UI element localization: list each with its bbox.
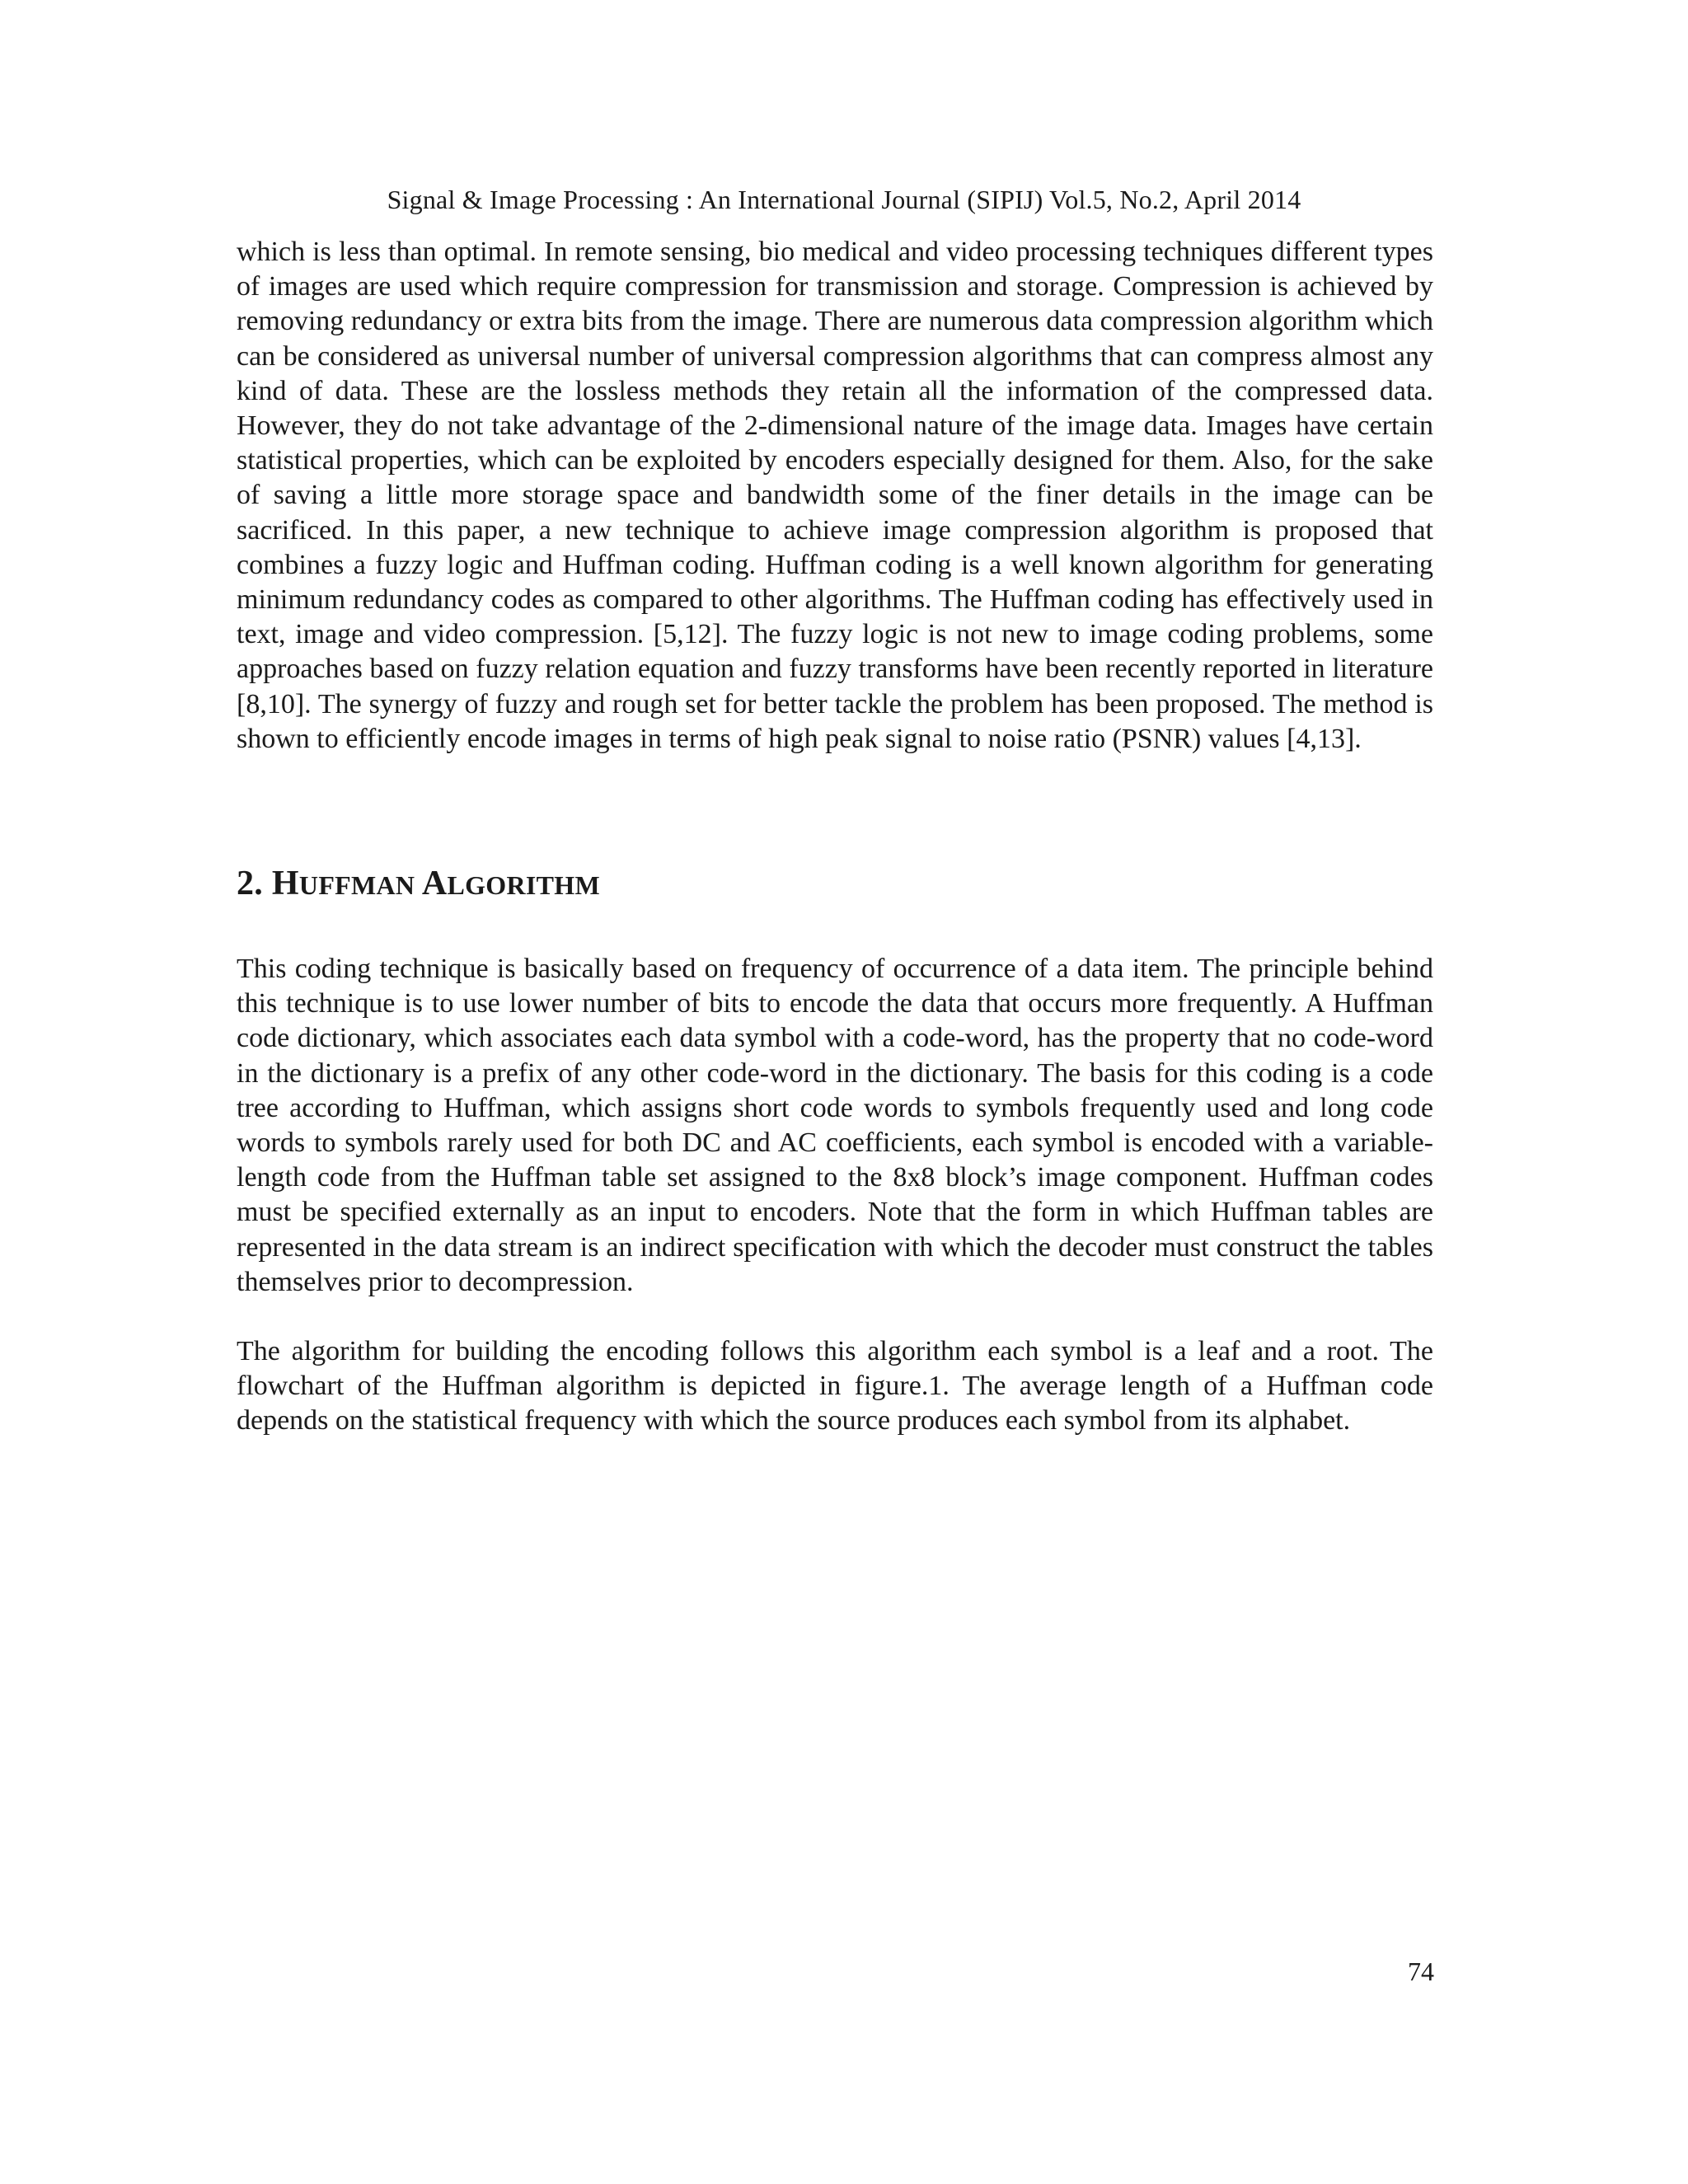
section-title-word2-rest: LGORITHM [447,870,600,900]
intro-paragraph: which is less than optimal. In remote sensing, bio medical and video processing techniques different types of images are used which require compression for transmission and storage. Compression is achieved by removing redundancy or extra bits from the image. There are numerous data compression algorithm which can be considered as universal number of universal compression algorithms that can compress almost any kind of data. These are the lossless methods they retain all the information of the compressed data. However, they do not take advantage of the 2-dimensional nature of the image data. Images have certain statistical properties, which can be exploited by encoders especially designed for them. Also, for the sake of saving a little more storage space and bandwidth some of the finer details in the image can be sacrificed. In this paper, a new technique to achieve image compression algorithm is proposed that combines a fuzzy logic and Huffman coding. Huffman coding is a well known algorithm for generating minimum redundancy codes as compared to other algorithms. The Huffman coding has effectively used in text, image and video compression. [5,12]. The fuzzy logic is not new to image coding problems, some approaches based on fuzzy relation equation and fuzzy transforms have been recently reported in literature [8,10]. The synergy of fuzzy and rough set for better tackle the problem has been proposed. The method is shown to efficiently encode images in terms of high peak signal to noise ratio (PSNR) values [4,13]. [237,237,1433,754]
section-title-word2-initial: A [421,865,448,902]
page-number: 74 [1408,1957,1434,1986]
section-body [237,952,1433,1439]
section-title-word1-initial: H [271,865,299,902]
section-number: 2. [237,865,264,902]
running-header: Signal & Image Processing : An International Journal (SIPIJ) Vol.5, No.2, April 2014 [387,185,1301,214]
intro-text-block [237,235,1433,757]
section-title-word1-rest: UFFMAN [298,870,415,900]
section-paragraph-1: This coding technique is basically based on frequency of occurrence of a data item. The principle behind this technique is to use lower number of bits to encode the data that occurs more frequently. A Huffman code dictionary, which associates each data symbol with a code-word, has the property that no code-word in the dictionary is a prefix of any other code-word in the dictionary. The basis for this coding is a code tree according to Huffman, which assigns short code words to symbols frequently used and long code words to symbols rarely used for both DC and AC coefficients, each symbol is encoded with a variable-length code from the Huffman table set assigned to the 8x8 block’s image component. Huffman codes must be specified externally as an input to encoders. Note that the form in which Huffman tables are represented in the data stream is an indirect specification with which the decoder must construct the tables themselves prior to decompression. [237,954,1433,1297]
section-heading-huffman-algorithm [237,862,600,907]
section-paragraph-2: The algorithm for building the encoding follows this algorithm each symbol is a leaf and a root. The flowchart of the Huffman algorithm is depicted in figure.1. The average length of a Huffman code depends on the statistical frequency with which the source produces each symbol from its alphabet. [237,1336,1433,1436]
